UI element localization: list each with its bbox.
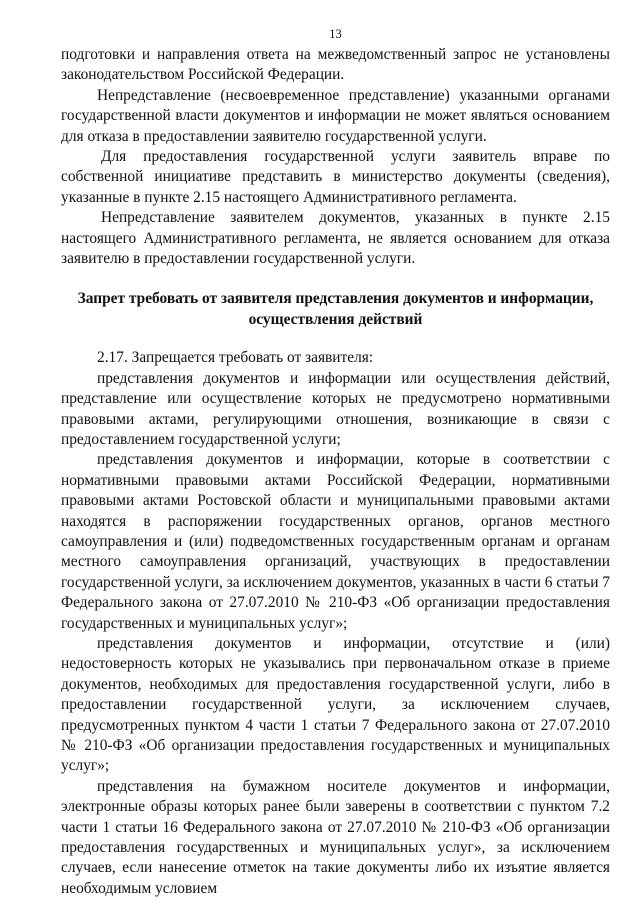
list-item: представления на бумажном носителе документов и информации, электронные образы которых ранее были заверены в соответствии с пунктом 7.2 части 1 статьи 16 Федерального закона от 27.07.2010 № 210-ФЗ «Об организации предоставления государственных и муниципальных услуг», за исключением случаев, если нанесение отметок на такие документы либо их изъятие является необходимым условием: [61, 777, 610, 897]
section-intro: 2.17. Запрещается требовать от заявителя:: [97, 349, 374, 367]
page-number: 13: [329, 27, 342, 41]
list-item: представления документов и информации или осуществления действий, представление или осуществление которых не предусмотрено нормативными правовыми актами, регулирующими отношения, возникающие в связи с предоставлением государственной услуги;: [61, 369, 610, 448]
paragraph-non-submission-by-authorities: Непредставление (несвоевременное представление) указанными органами государственной власти документов и информации не может являться основанием для отказа в предоставлении заявителю государственной услуги.: [61, 86, 610, 145]
document-page: [61, 26, 610, 899]
paragraph-continuation: подготовки и направления ответа на межведомственный запрос не установлены законодательством Российской Федерации.: [61, 46, 610, 84]
section-heading: Запрет требовать от заявителя представления документов и информации, осуществления действий: [77, 290, 594, 328]
list-item: представления документов и информации, отсутствие и (или) недостоверность которых не указывались при первоначальном отказе в приеме документов, необходимых для предоставления государственной услуги, либо в предоставлении государственной услуги, за исключением случаев, предусмотренных пунктом 4 части 1 статьи 7 Федерального закона от 27.07.2010 № 210-ФЗ «Об организации предоставления государственных и муниципальных услуг»;: [61, 634, 610, 775]
paragraph-applicant-initiative: Для предоставления государственной услуги заявитель вправе по собственной инициативе представить в министерство документы (сведения), указанные в пункте 2.15 настоящего Административного регламента.: [61, 148, 610, 206]
list-item: представления документов и информации, которые в соответствии с нормативными правовыми актами Российской Федерации, нормативными правовыми актами Ростовской области и муниципальными правовыми актами находятся в распоряжении государственных органов, органов местного самоуправления и (или) подведомственных государственным органам и органам местного самоуправления организаций, участвующих в предоставлении государственной услуги, за исключением документов, указанных в части 6 статьи 7 Федерального закона от 27.07.2010 № 210-ФЗ «Об организации предоставления государственных и муниципальных услуг»;: [61, 451, 610, 632]
paragraph-non-submission-by-applicant: Непредставление заявителем документов, указанных в пункте 2.15 настоящего Административного регламента, не является основанием для отказа заявителю в предоставлении государственной услуги.: [61, 209, 610, 268]
